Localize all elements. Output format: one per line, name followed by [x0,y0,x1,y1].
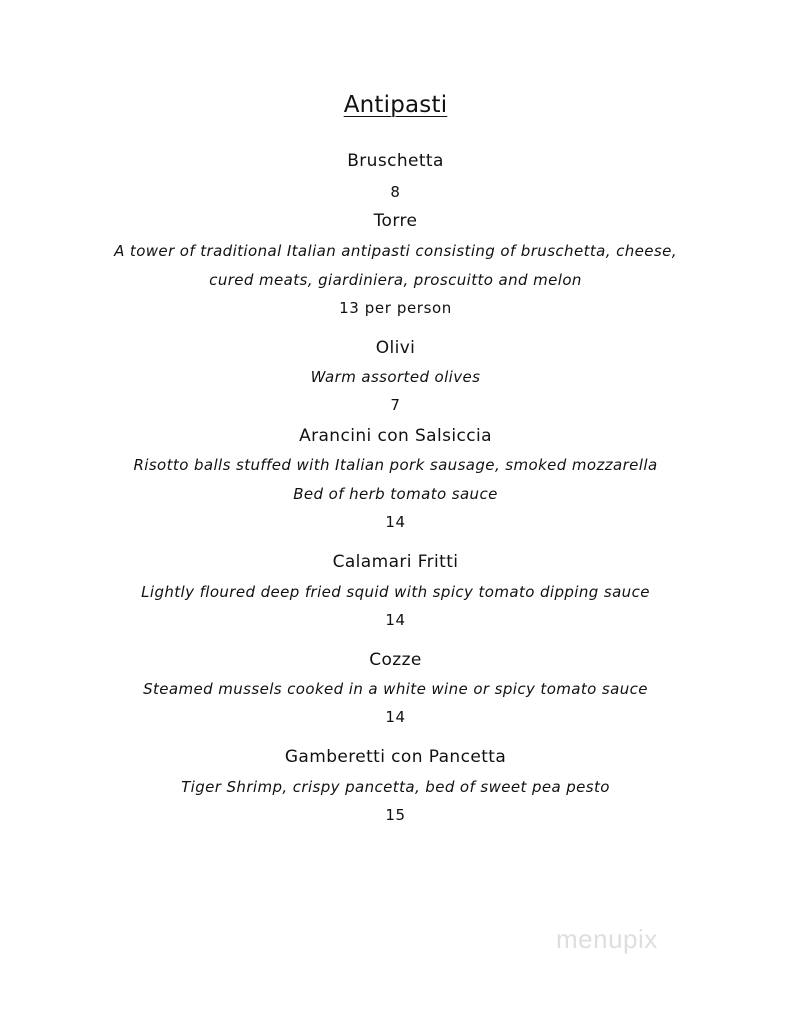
item-desc-torre-line2: cured meats, giardiniera, proscuitto and melon [209,271,582,289]
item-name-cozze: Cozze [369,650,422,670]
item-name-bruschetta: Bruschetta [347,151,444,171]
item-price-calamari: 14 [385,611,406,629]
item-price-olivi: 7 [390,396,401,414]
item-desc-gamberetti: Tiger Shrimp, crispy pancetta, bed of sweet pea pesto [181,778,610,796]
item-desc-cozze: Steamed mussels cooked in a white wine or spicy tomato sauce [143,680,648,698]
item-name-olivi: Olivi [375,338,416,358]
watermark-logo: menupix [556,924,658,954]
item-price-gamberetti: 15 [385,806,406,824]
item-price-arancini: 14 [385,513,406,531]
item-desc-arancini-line2: Bed of herb tomato sauce [293,485,498,503]
item-name-arancini: Arancini con Salsiccia [299,426,492,446]
item-desc-arancini-line1: Risotto balls stuffed with Italian pork sausage, smoked mozzarella [133,456,658,474]
item-desc-olivi: Warm assorted olives [310,368,481,386]
section-title: Antipasti [343,92,448,118]
item-desc-calamari: Lightly floured deep fried squid with spicy tomato dipping sauce [141,583,650,601]
item-price-bruschetta: 8 [390,183,401,201]
item-name-gamberetti: Gamberetti con Pancetta [284,747,507,767]
item-name-torre: Torre [373,211,418,231]
item-name-calamari: Calamari Fritti [332,552,459,572]
item-desc-torre-line1: A tower of traditional Italian antipasti consisting of bruschetta, cheese, [114,242,677,260]
item-price-cozze: 14 [385,708,406,726]
item-price-torre: 13 per person [339,299,452,317]
